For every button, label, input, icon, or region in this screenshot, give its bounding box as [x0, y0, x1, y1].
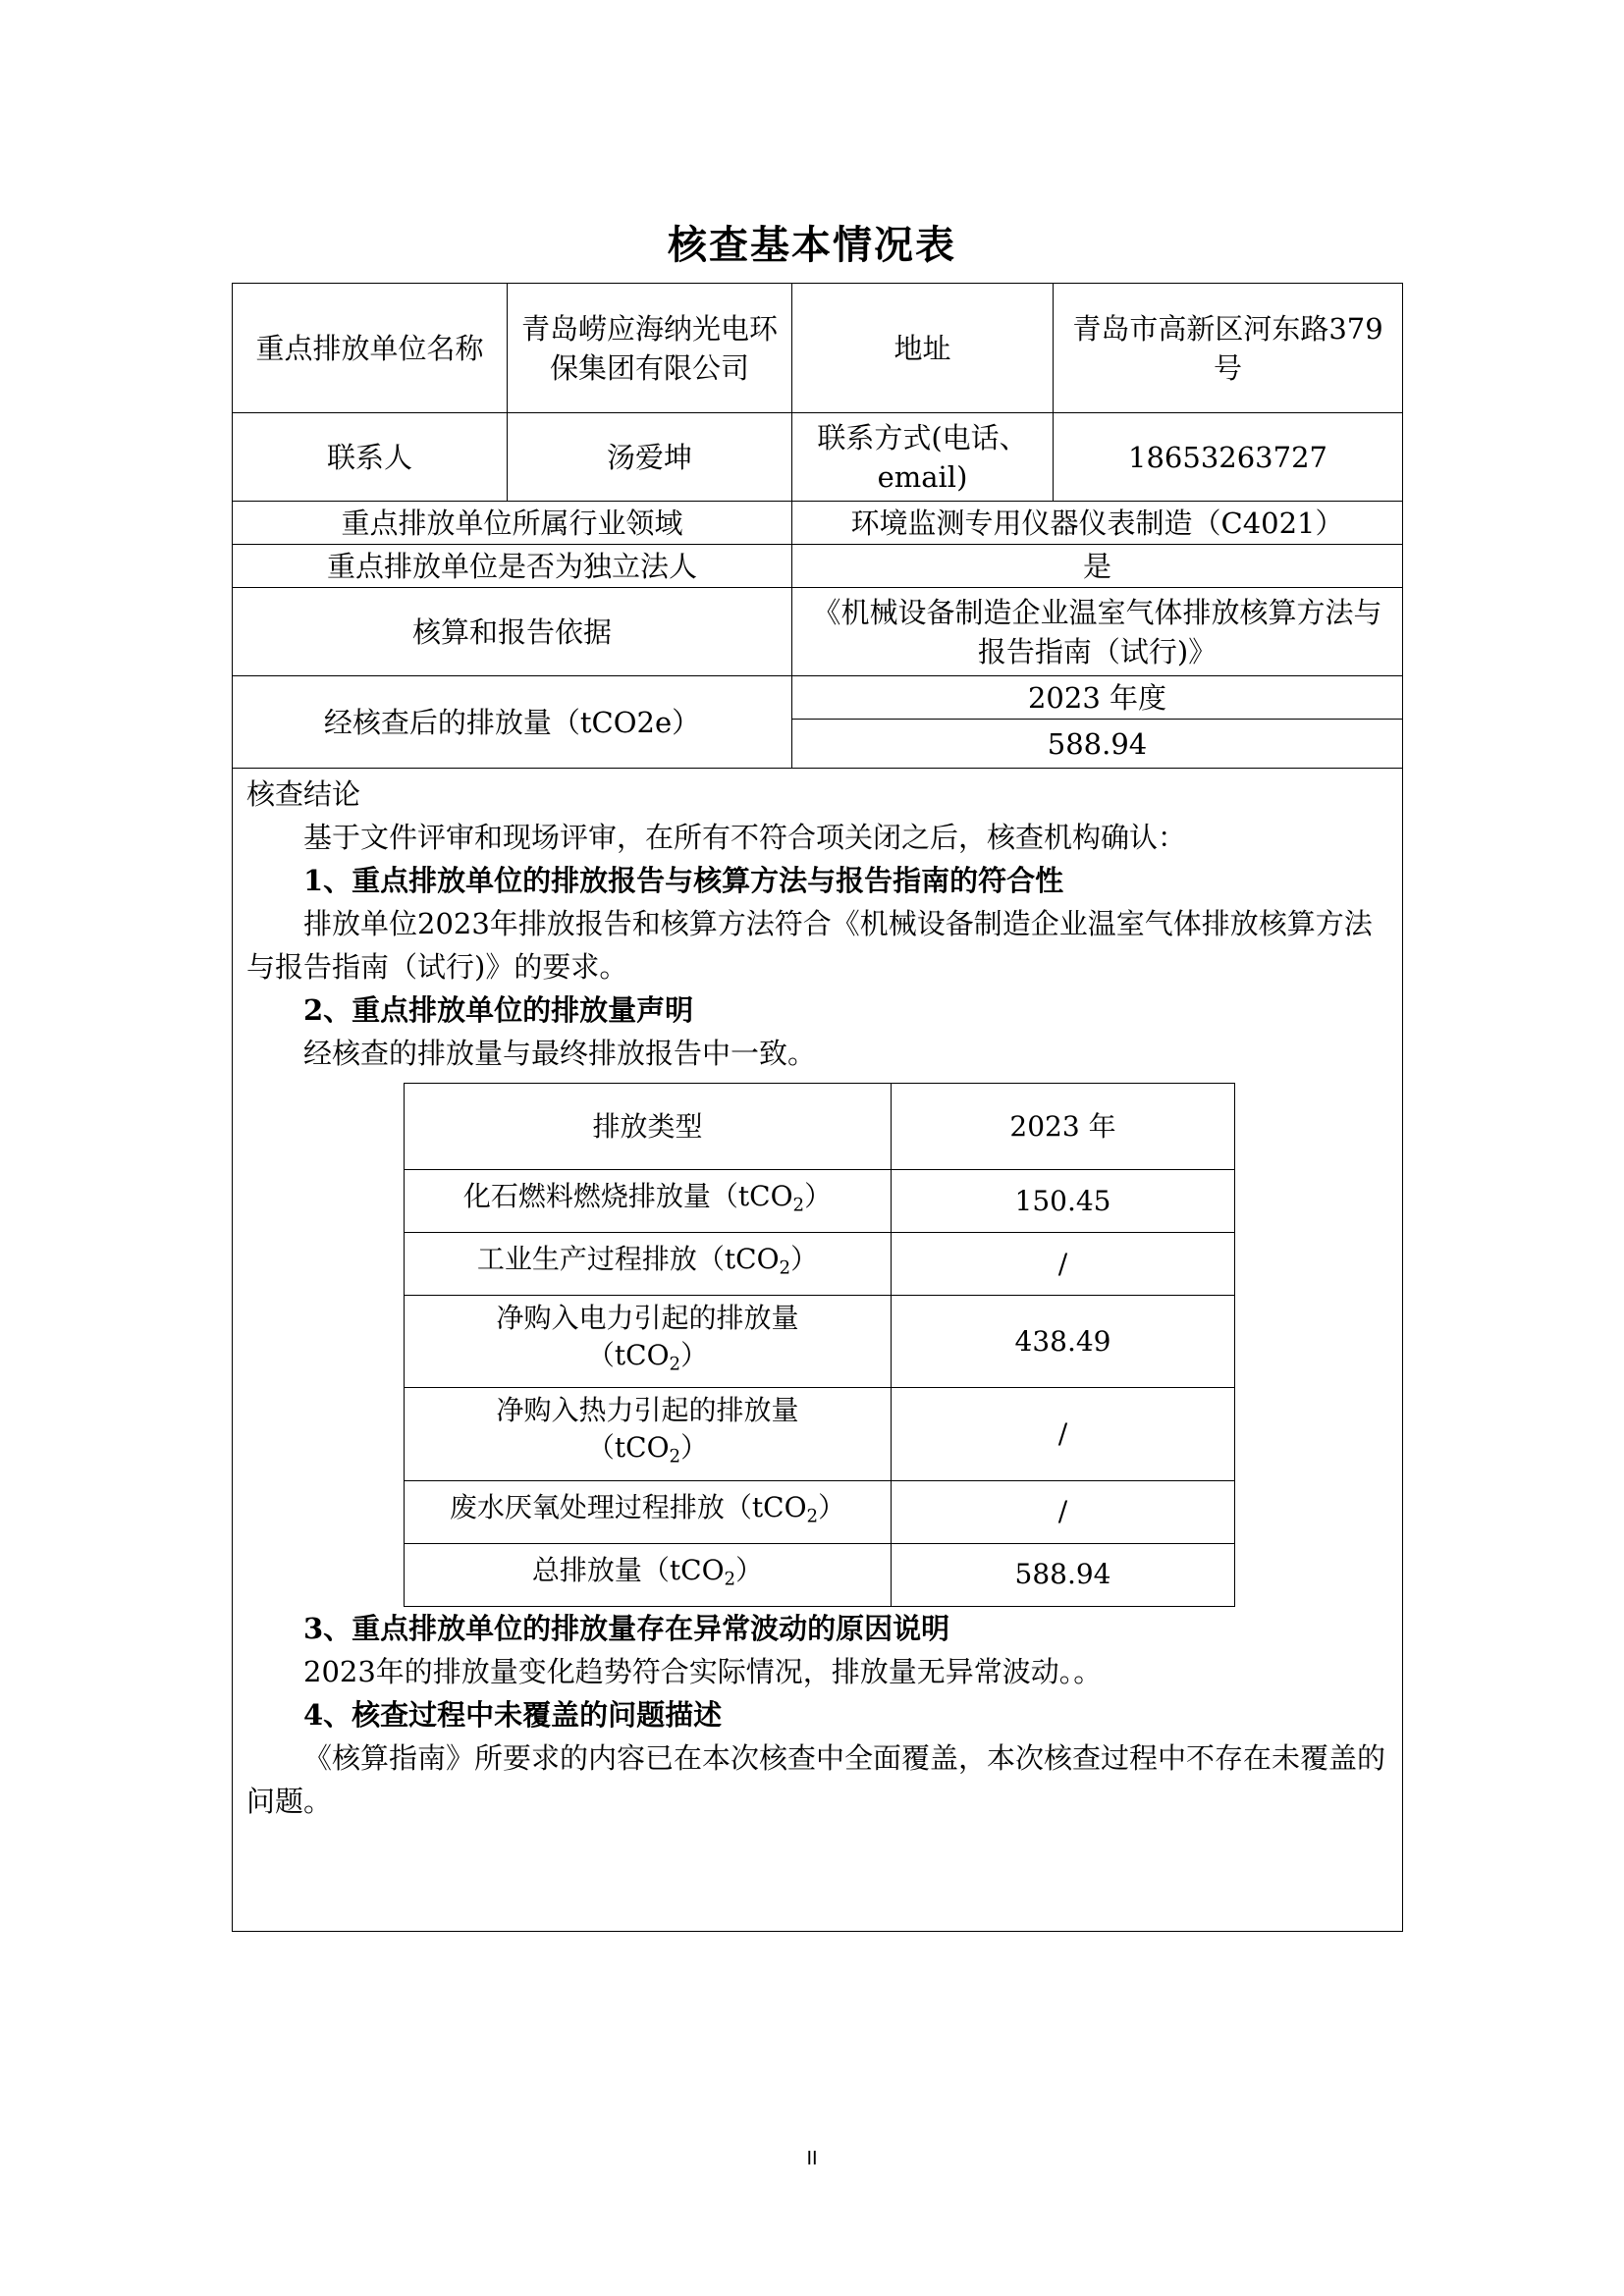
emissions-header-type: 排放类型	[405, 1084, 892, 1170]
section-4-title: 4、核查过程中未覆盖的问题描述	[303, 1697, 723, 1732]
conclusion-heading: 核查结论	[246, 777, 361, 811]
contact-method-value: 18653263727	[1054, 413, 1403, 502]
emissions-row-label: 废水厌氧处理过程排放（tCO$_2$）	[405, 1480, 892, 1543]
address-label: 地址	[792, 284, 1054, 413]
legal-person-value: 是	[792, 545, 1403, 588]
address-value: 青岛市高新区河东路379号	[1054, 284, 1403, 413]
emissions-row-label: 净购入电力引起的排放量（tCO$_2$）	[405, 1296, 892, 1388]
section-2-title: 2、重点排放单位的排放量声明	[303, 993, 694, 1027]
emission-value: 588.94	[792, 720, 1403, 769]
contact-label: 联系人	[233, 413, 508, 502]
conclusion-intro: 基于文件评审和现场评审，在所有不符合项关闭之后，核查机构确认：	[303, 821, 1187, 854]
contact-method-label: 联系方式(电话、email)	[792, 413, 1054, 502]
conclusion-cell	[233, 769, 1403, 1932]
emissions-row-value: 438.49	[892, 1296, 1235, 1388]
emissions-table	[404, 1083, 1235, 1607]
basis-label: 核算和报告依据	[233, 588, 792, 676]
section-4-text: 《核算指南》所要求的内容已在本次核查中全面覆盖，本次核查过程中不存在未覆盖的问题。	[246, 1740, 1386, 1818]
emissions-row-value: 150.45	[892, 1170, 1235, 1233]
emissions-header-year: 2023 年	[892, 1084, 1235, 1170]
emissions-total-value: 588.94	[892, 1543, 1235, 1606]
emissions-total-label: 总排放量（tCO$_2$）	[405, 1543, 892, 1606]
unit-name-label: 重点排放单位名称	[233, 284, 508, 413]
page-number: II	[806, 2148, 818, 2169]
emission-label: 经核查后的排放量（tCO2e）	[233, 676, 792, 769]
legal-person-label: 重点排放单位是否为独立法人	[233, 545, 792, 588]
section-3-title: 3、重点排放单位的排放量存在异常波动的原因说明	[303, 1611, 950, 1645]
emission-year: 2023 年度	[792, 676, 1403, 720]
section-1-text: 排放单位2023年排放报告和核算方法符合《机械设备制造企业温室气体排放核算方法与报告指南（试行)》的要求。	[246, 907, 1373, 984]
section-2-text: 经核查的排放量与最终排放报告中一致。	[303, 1037, 817, 1070]
emissions-row-value: /	[892, 1388, 1235, 1480]
emissions-row-label: 化石燃料燃烧排放量（tCO$_2$）	[405, 1170, 892, 1233]
unit-name-value: 青岛崂应海纳光电环保集团有限公司	[508, 284, 792, 413]
page-title: 核查基本情况表	[668, 222, 956, 268]
basic-info-table	[232, 283, 1403, 1932]
emissions-row-label: 净购入热力引起的排放量（tCO$_2$）	[405, 1388, 892, 1480]
industry-value: 环境监测专用仪器仪表制造（C4021）	[792, 502, 1403, 545]
emissions-row-label: 工业生产过程排放（tCO$_2$）	[405, 1233, 892, 1296]
basis-value: 《机械设备制造企业温室气体排放核算方法与报告指南（试行)》	[792, 588, 1403, 676]
emissions-row-value: /	[892, 1233, 1235, 1296]
contact-value: 汤爱坤	[508, 413, 792, 502]
section-1-title: 1、重点排放单位的排放报告与核算方法与报告指南的符合性	[303, 864, 1064, 897]
industry-label: 重点排放单位所属行业领域	[233, 502, 792, 545]
section-3-text: 2023年的排放量变化趋势符合实际情况，排放量无异常波动。。	[303, 1654, 1103, 1688]
emissions-row-value: /	[892, 1480, 1235, 1543]
